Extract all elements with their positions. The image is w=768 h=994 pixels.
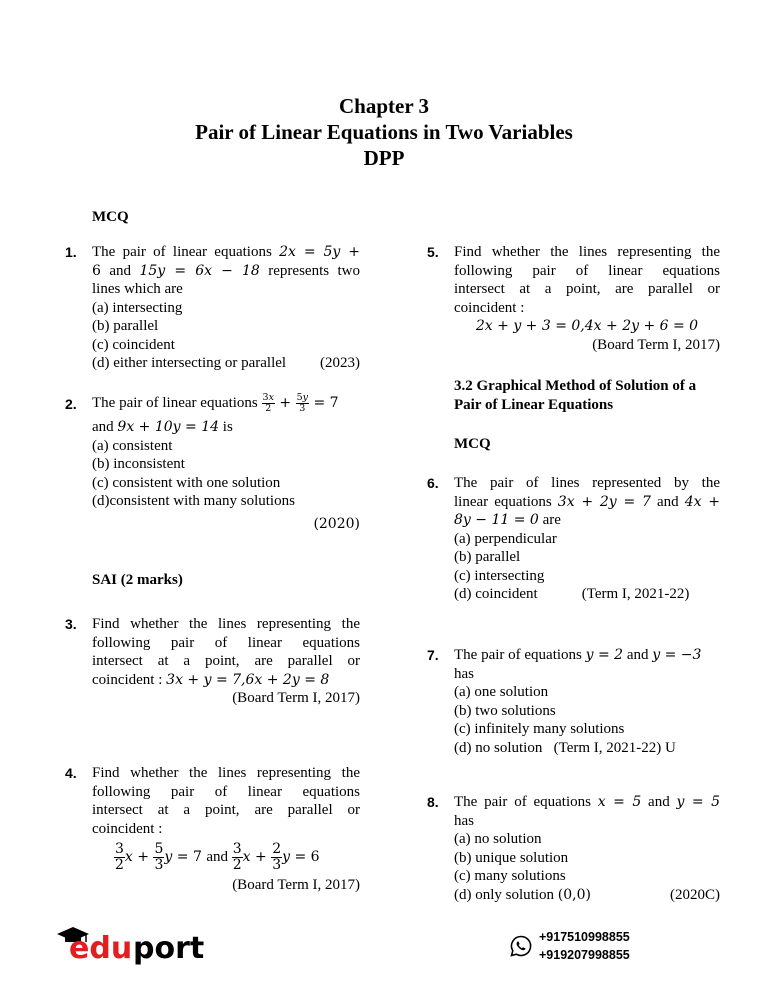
option-c: (c) many solutions (454, 868, 566, 884)
question-5 (427, 243, 720, 354)
phone-2: +919207998855 (539, 948, 630, 962)
q1-and: and (109, 262, 132, 279)
question-4 (65, 764, 360, 895)
q1-text-d: lines which are (92, 281, 183, 297)
q6-equation-a: 3x + 2y = 7 (557, 493, 651, 510)
option-b: (b) inconsistent (92, 456, 185, 472)
q1-equation-b: 6 (92, 262, 101, 279)
section-sai: SAI (2 marks) (92, 572, 183, 588)
source-tag: (Board Term I, 2017) (232, 690, 360, 706)
question-number: 8. (427, 794, 439, 810)
source-tag: (Board Term I, 2017) (592, 336, 720, 353)
source-tag: (Term I, 2021-22) U (553, 739, 676, 756)
source-tag: (2020) (313, 515, 360, 532)
source-tag: (Term I, 2021-22) (581, 586, 690, 602)
option-a: (a) intersecting (92, 299, 183, 316)
q7-has: has (454, 665, 474, 682)
q5-line1: Find whether the lines representing the (454, 244, 720, 260)
option-d: (d) no solution (454, 739, 543, 756)
question-1 (65, 243, 361, 373)
q5-equation: 2x + y + 3 = 0,4x + 2y + 6 = 0 (475, 318, 699, 334)
q8-equation-a: x = 5 (597, 794, 642, 810)
question-8 (427, 793, 720, 904)
fraction-3x-over-2: $\frac{3x}{2}$ (262, 391, 274, 414)
q8-and: and (648, 794, 670, 810)
logo-text-red: edu (69, 931, 133, 966)
question-number: 3. (65, 616, 77, 632)
q6-equation-b: 4x + (684, 493, 721, 510)
question-number: 1. (65, 244, 77, 260)
q8-equation-b: y = 5 (676, 794, 720, 810)
chapter-subtitle: Pair of Linear Equations in Two Variables (195, 120, 573, 144)
question-number: 6. (427, 475, 439, 491)
q2-and: and (92, 419, 114, 435)
q8-text: The pair of equations (454, 794, 591, 810)
q8-has: has (454, 812, 474, 829)
question-6 (427, 474, 721, 604)
q5-line3: intersect at a point, are parallel or (454, 281, 720, 297)
option-c: (c) coincident (92, 336, 175, 353)
q3-line2: following pair of linear equations (92, 634, 360, 651)
q1-equation-c: 15y = 6x − 18 (139, 262, 260, 279)
q1-text: The pair of linear equations (92, 244, 272, 260)
q3-line1: Find whether the lines representing the (92, 616, 360, 632)
chapter-title: Chapter 3 (338, 94, 430, 118)
q5-line4: coincident : (454, 299, 525, 316)
option-a: (a) perpendicular (454, 530, 557, 547)
source-tag: (2023) (320, 355, 360, 371)
option-b: (b) two solutions (454, 702, 556, 719)
q6-text: linear equations (454, 493, 552, 510)
q7-equation-b: y = −3 (652, 647, 702, 663)
question-3 (65, 615, 360, 708)
option-d: (d) only solution (454, 886, 554, 903)
q6-are: are (542, 512, 561, 528)
option-d: (d) either intersecting or parallel (92, 355, 287, 371)
option-b: (b) parallel (454, 549, 521, 565)
option-a: (a) consistent (92, 437, 173, 454)
q7-and: and (626, 647, 649, 663)
option-c: (c) intersecting (454, 567, 545, 584)
option-a: (a) no solution (454, 831, 542, 847)
question-7 (427, 646, 720, 757)
fraction-5y-over-3: $\frac{5y}{3}$ (296, 391, 308, 414)
q2-is: is (222, 419, 233, 435)
option-c: (c) infinitely many solutions (454, 721, 625, 737)
q1-text-c: represents two (268, 262, 361, 279)
source-tag: (Board Term I, 2017) (232, 877, 360, 893)
q2-text: The pair of linear equations (92, 394, 258, 411)
question-number: 7. (427, 647, 439, 663)
section-graphical-method: 3.2 Graphical Method of Solution of a Pair of Linear Equations (454, 378, 697, 413)
q3-equation: 3x + y = 7,6x + 2y = 8 (166, 671, 330, 688)
question-number: 5. (427, 244, 439, 260)
q4-line2: following pair of linear equations (92, 783, 360, 800)
q2-equals: = 7 (313, 394, 339, 411)
q3-line3: intersect at a point, are parallel or (92, 653, 360, 669)
option-d: (d) coincident (454, 586, 538, 602)
q2-equation-b: 9x + 10y = 14 (117, 419, 220, 435)
q4-line4: coincident : (92, 820, 163, 837)
q7-equation-a: y = 2 (585, 647, 624, 663)
section-mcq: MCQ (92, 209, 129, 225)
q3-coincident: coincident : (92, 671, 163, 688)
q5-line2: following pair of linear equations (454, 262, 720, 279)
logo-text-black: port (133, 931, 205, 966)
q8-point: (0,0) (557, 886, 591, 903)
option-b: (b) parallel (92, 318, 159, 334)
option-c: (c) consistent with one solution (92, 474, 281, 491)
phone-numbers (512, 928, 630, 964)
q4-and: and (206, 848, 228, 865)
question-2: 2. The pair of linear equations $\frac{3x}{2}$ + $\frac{5y}{3}$ = 7 and 9x + 10y = 14 is (a) consistent (b) inconsistent (c) consistent with one solution (d)consistent with many solutions (2020) (65, 391, 360, 532)
dpp-title: DPP (363, 146, 405, 170)
source-tag: (2020C) (670, 886, 720, 903)
phone-1: +917510998855 (539, 930, 630, 944)
q1-equation-a: 2x = 5y + (279, 244, 361, 260)
option-a: (a) one solution (454, 684, 549, 700)
q6-equation-c: 8y − 11 = 0 (454, 512, 539, 528)
q4-line1: Find whether the lines representing the (92, 765, 360, 781)
eduport-logo (55, 920, 220, 970)
q4-equations: $\frac{3}{2}$ x + $\frac{5}{3}$ y = 7 and $\frac{3}{2}$ x + $\frac{2}{3}$ y = 6 (115, 840, 320, 873)
option-b: (b) unique solution (454, 849, 569, 866)
option-d: (d)consistent with many solutions (92, 493, 295, 509)
q6-and: and (656, 493, 679, 510)
section-mcq-2: MCQ (454, 436, 491, 452)
q6-line1: The pair of lines represented by the (454, 475, 720, 491)
question-number: 4. (65, 765, 77, 781)
q4-line3: intersect at a point, are parallel or (92, 802, 360, 818)
question-number: 2. (65, 396, 77, 412)
q7-text: The pair of equations (454, 647, 582, 663)
